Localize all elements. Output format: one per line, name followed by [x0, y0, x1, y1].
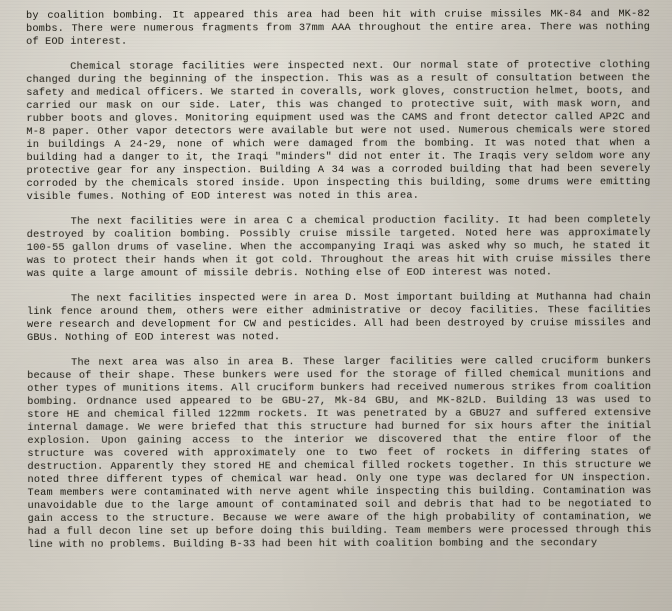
paragraph-1: by coalition bombing. It appeared this area had been hit with cruise missiles MK-84 and MK-82 bombs. There were numerous fragments from 37mm AAA throughout the entire area. There was nothing of EOD interest.: [26, 8, 657, 48]
document-text-body: [26, 8, 658, 552]
paragraph-4: The next facilities inspected were in area D. Most important building at Muthanna had chain link fence around them, others were either administrative or decoy facilities. These facilities were research and development for CW and pesticides. All had been destroyed by cruise missiles and GBUs. Nothing of EOD interest was noted.: [26, 291, 658, 344]
paragraph-3: The next facilities were in area C a chemical production facility. It had been completely destroyed by coalition bombing. Possibly cruise missile targeted. Noted here was approximately 100-55 gallon drums of vaseline. When the accompanying Iraqi was asked why so much, he stated it was to protect their hands when it got cold. Throughout the areas hit with cruise missiles there was quite a large amount of missile debris. Nothing else of EOD interest was noted.: [26, 214, 658, 280]
paragraph-2: Chemical storage facilities were inspected next. Our normal state of protective clothing changed during the beginning of the inspection. This was as a result of consultation between the safety and medical officers. We started in coveralls, work gloves, construction helmet, boots, and carried our mask on our side. Later, this was changed to protective suit, with mask worn, and rubber boots and gloves. Monitoring equipment used was the CAMS and front detector called AP2C and M-8 paper. Other vapor detectors were available but were not used. Numerous chemicals were stored in buildings A 24-29, none of which were damaged from the bombing. It was noted that when a building had a danger to it, the Iraqi "minders" did not enter it. The Iraqis very seldom wore any protective gear for any inspection. Building A 34 was a corroded building that had been severely corroded by the chemicals stored inside. Upon inspecting this building, some drums were emitting visible fumes. Nothing of EOD interest was noted in this area.: [26, 59, 657, 203]
paragraph-5: The next area was also in area B. These larger facilities were called cruciform bunkers because of their shape. These bunkers were used for the storage of filled chemical munitions and other types of munitions items. All cruciform bunkers had received numerous strikes from coalition bombing. Ordnance used appeared to be GBU-27, Mk-84 GBU, and MK-82LD. Building 13 was used to store HE and chemical filled 122mm rockets. It was penetrated by a GBU27 and suffered extensive internal damage. We were briefed that this structure had burned for six hours after the initial explosion. Upon gaining access to the interior we discovered that the entire floor of the structure was covered with approximately one to two feet of rockets in differing states of destruction. Apparently they stored HE and chemical filled rockets together. In this structure we noted three different types of chemical war head. Only one type was declared for UN inspection. Team members were contaminated with nerve agent while inspecting this building. Contamination was unavoidable due to the large amount of contaminated soil and debris that had to be negotiated to gain access to the structure. Because we were aware of the high probability of contamination, we had a full decon line set up before doing this building. Team members were processed through this line with no problems. Building B-33 had been hit with coalition bombing and the secondary: [27, 355, 658, 551]
